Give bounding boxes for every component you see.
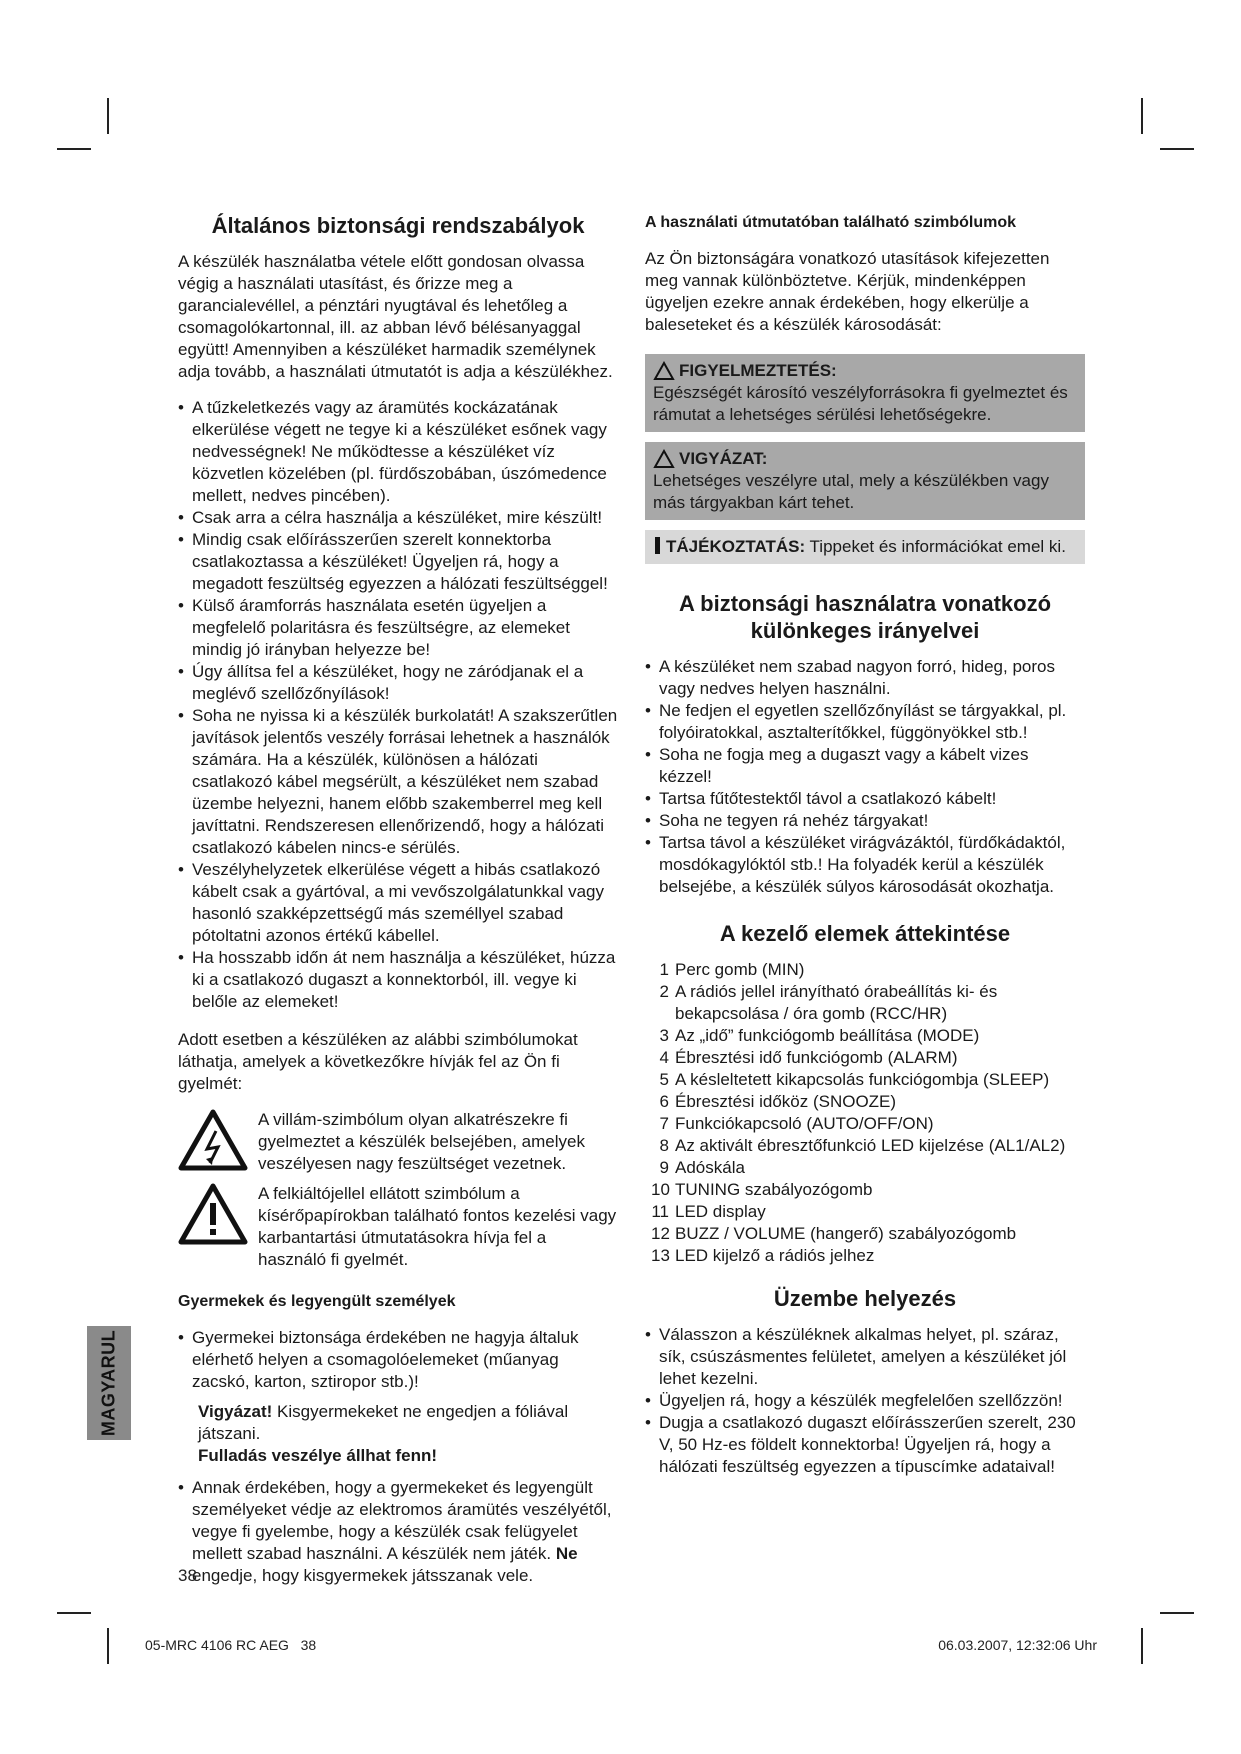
controls-heading: A kezelő elemek áttekintése — [719, 921, 1011, 946]
symbols-heading: A használati útmutatóban található szimbólumok — [645, 214, 1016, 231]
symbols-intro-right: Az Ön biztonságára vonatkozó utasítások kifejezetten meg vannak különböztetve. Kérjük, mindenképpen ügyeljen ezekre annak érdekében, hogy elkerülje a baleseteket és a készülék károsodását: — [645, 249, 1050, 334]
list-item: 11 LED display — [651, 1202, 766, 1221]
special-bullet-list — [645, 656, 1085, 898]
list-item: 7 Funkciókapcsoló (AUTO/OFF/ON) — [659, 1114, 934, 1133]
list-item: • Úgy állítsa fel a készüléket, hogy ne záródjanak el a meglévő szellőzőnyílások! — [178, 661, 618, 705]
caution-triangle-icon — [653, 449, 675, 469]
list-item: • Ne fedjen el egyetlen szellőzőnyílást se tárgyakkal, pl. folyóiratokkal, asztalterítőkkel, függönyökkel stb.! — [645, 700, 1085, 744]
list-item: 2 A rádiós jellel irányítható órabeállítás ki- és bekapcsolása / óra gomb (RCC/HR) — [659, 982, 998, 1023]
warning-title: FIGYELMEZTETÉS: — [679, 361, 837, 380]
crop-mark — [57, 1612, 91, 1614]
list-item: • Soha ne tegyen rá nehéz tárgyakat! — [645, 810, 1085, 832]
setup-bullet-list — [645, 1324, 1085, 1478]
caution-bold: Fulladás veszélye állhat fenn! — [198, 1446, 438, 1465]
caution-box — [645, 442, 1085, 520]
list-item: • Veszélyhelyzetek elkerülése végett a hibás csatlakozó kábelt csak a gyártóval, a mi vevőszolgálatunkkal vagy hasonló szakképzettségű más személlyel szabad pótoltatni azonos értékű kábellel. — [178, 859, 618, 947]
symbols-intro: Adott esetben a készüléken az alábbi szimbólumokat láthatja, amelyek a következőkre hívják fel az Ön fi gyelmét: — [178, 1030, 578, 1093]
crop-mark — [1160, 1612, 1194, 1614]
list-item: • Külső áramforrás használata esetén ügyeljen a megfelelő polaritásra és feszültségre, az elemeket mindig jó irányban helyezze be! — [178, 595, 618, 661]
caution-title: VIGYÁZAT: — [679, 449, 768, 468]
controls-list — [645, 959, 1085, 1267]
lightning-symbol-text: A villám-szimbólum olyan alkatrészekre fi gyelmeztet a készülék belsejében, amelyek veszélyesen nagy feszültséget vezetnek. — [258, 1110, 585, 1173]
footer-right: 06.03.2007, 12:32:06 Uhr — [938, 1637, 1097, 1653]
crop-mark — [1141, 98, 1143, 134]
children-heading: Gyermekek és legyengült személyek — [178, 1293, 456, 1310]
list-item: • Ügyeljen rá, hogy a készülék megfelelően szellőzzön! — [645, 1390, 1085, 1412]
special-guidelines-heading: A biztonsági használatra vonatkozó különkeges irányelvei — [678, 591, 1052, 643]
crop-mark — [1160, 148, 1194, 150]
list-item: • Soha ne fogja meg a dugaszt vagy a kábelt vizes kézzel! — [645, 744, 1085, 788]
exclamation-symbol-row — [178, 1183, 618, 1271]
general-safety-heading: Általános biztonsági rendszabályok — [211, 213, 585, 238]
list-item: 12 BUZZ / VOLUME (hangerő) szabályozógomb — [651, 1224, 1017, 1243]
list-item: 10 TUNING szabályozógomb — [651, 1180, 873, 1199]
children-bullet-list-2 — [178, 1477, 618, 1587]
caution-text: Kisgyermekeket ne engedjen a fóliával játszani. — [198, 1402, 569, 1443]
lightning-symbol-row — [178, 1109, 618, 1177]
intro-paragraph: A készülék használatba vétele előtt gondosan olvassa végig a használati utasítást, és őrizze meg a garancialevéllel, a pénztári nyugtával és lehetőleg a csomagolókartonnal, ill. az abban lévő bélésanyaggal együtt! Amennyiben a készüléket harmadik személynek adja tovább, a használati útmutatót is adja a készülékhez. — [178, 252, 613, 381]
list-item: 9 Adóskála — [659, 1158, 745, 1177]
page-number: 38 — [178, 1566, 197, 1585]
list-item: • Tartsa fűtőtestektől távol a csatlakozó kábelt! — [645, 788, 1085, 810]
caution-label: Vigyázat! — [198, 1402, 273, 1421]
caution-note — [178, 1401, 618, 1467]
info-title: TÁJÉKOZTATÁS: — [666, 537, 806, 556]
list-item: • Válasszon a készüléknek alkalmas helyet, pl. száraz, sík, csúszásmentes felületet, amelyen a készüléket jól lehet kezelni. — [645, 1324, 1085, 1390]
list-item: • Ha hosszabb időn át nem használja a készüléket, húzza ki a csatlakozó dugaszt a konnektorból, ill. vegye ki belőle az elemeket! — [178, 947, 618, 1013]
crop-mark — [107, 98, 109, 134]
list-item: 1 Perc gomb (MIN) — [659, 960, 805, 979]
lightning-warning-icon — [178, 1109, 252, 1177]
list-item: 5 A késleltetett kikapcsolás funkciógombja (SLEEP) — [659, 1070, 1050, 1089]
crop-mark — [57, 148, 91, 150]
list-item: 3 Az „idő” funkciógomb beállítása (MODE) — [659, 1026, 980, 1045]
left-column — [178, 212, 618, 1603]
list-item: • Annak érdekében, hogy a gyermekeket és legyengült személyeket védje az elektromos áramütés veszélyétől, vegye fi gyelembe, hogy a készülék csak felügyelet mellett szabad használni. A készülék nem játék. Ne engedje, hogy kisgyermekek játsszanak vele. — [178, 1477, 618, 1587]
warning-box — [645, 354, 1085, 432]
list-item: 8 Az aktivált ébresztőfunkció LED kijelzése (AL1/AL2) — [659, 1136, 1066, 1155]
warning-triangle-icon — [653, 361, 675, 381]
list-item: • Soha ne nyissa ki a készülék burkolatát! A szakszerűtlen javítások jelentős veszély forrásai lehetnek a használók számára. Ha a készülék, különösen a hálózati csatlakozó kábel megsérült, a készüléket nem szabad üzembe helyezni, hanem előbb szakemberrel meg kell javíttatni. Rendszeresen ellenőrizendő, hogy a hálózati csatlakozó kábelen nincs-e sérülés. — [178, 705, 618, 859]
list-item: • Csak arra a célra használja a készüléket, mire készült! — [178, 507, 618, 529]
language-tab-label: MAGYARUL — [98, 1329, 119, 1437]
footer-left: 05-MRC 4106 RC AEG 38 — [145, 1637, 317, 1653]
safety-bullet-list — [178, 397, 618, 1013]
list-item: • Dugja a csatlakozó dugaszt előírásszerűen szerelt, 230 V, 50 Hz-es földelt konnektorba! Ügyeljen rá, hogy a hálózati feszültség egyezzen a típuscímke adataival! — [645, 1412, 1085, 1478]
list-item: 6 Ébresztési időköz (SNOOZE) — [659, 1092, 897, 1111]
list-item: • Gyermekei biztonsága érdekében ne hagyja általuk elérhető helyen a csomagolóelemeket (műanyag zacskó, karton, sztiropor stb.)! — [178, 1327, 618, 1393]
warning-text: Egészségét károsító veszélyforrásokra fi gyelmeztet és rámutat a lehetséges sérülési lehetőségekre. — [653, 383, 1068, 424]
language-tab — [87, 1326, 131, 1440]
list-item: 13 LED kijelző a rádiós jelhez — [651, 1246, 875, 1265]
exclamation-warning-icon — [178, 1183, 252, 1271]
info-icon — [655, 537, 660, 554]
list-item: • Mindig csak előírásszerűen szerelt konnektorba csatlakoztassa a készüléket! Ügyeljen rá, hogy a megadott feszültség egyezzen a hálózati feszültséggel! — [178, 529, 618, 595]
caution-box-text: Lehetséges veszélyre utal, mely a készülékben vagy más tárgyakban kárt tehet. — [653, 471, 1049, 512]
list-item: • Tartsa távol a készüléket virágvázáktól, fürdőkádaktól, mosdókagylóktól stb.! Ha folyadék kerül a készülék belsejébe, a készülék súlyos károsodását okozhatja. — [645, 832, 1085, 898]
crop-mark — [1141, 1628, 1143, 1664]
crop-mark — [107, 1628, 109, 1664]
exclamation-symbol-text: A felkiáltójellel ellátott szimbólum a kísérőpapírokban található fontos kezelési vagy karbantartási útmutatásokra hívja fel a használó fi gyelmét. — [258, 1184, 617, 1269]
info-text: Tippeket és információkat emel ki. — [805, 537, 1066, 556]
info-box — [645, 530, 1085, 564]
right-column — [645, 212, 1085, 1494]
children-bullet-list — [178, 1327, 618, 1393]
list-item: 4 Ébresztési idő funkciógomb (ALARM) — [659, 1048, 958, 1067]
setup-heading: Üzembe helyezés — [773, 1286, 957, 1311]
list-item: • A tűzkeletkezés vagy az áramütés kockázatának elkerülése végett ne tegye ki a készüléket esőnek vagy nedvességnek! Ne működtesse a készüléket víz közvetlen közelében (pl. fürdőszobában, úszómedence mellett, nedves pincében). — [178, 397, 618, 507]
list-item: • A készüléket nem szabad nagyon forró, hideg, poros vagy nedves helyen használni. — [645, 656, 1085, 700]
